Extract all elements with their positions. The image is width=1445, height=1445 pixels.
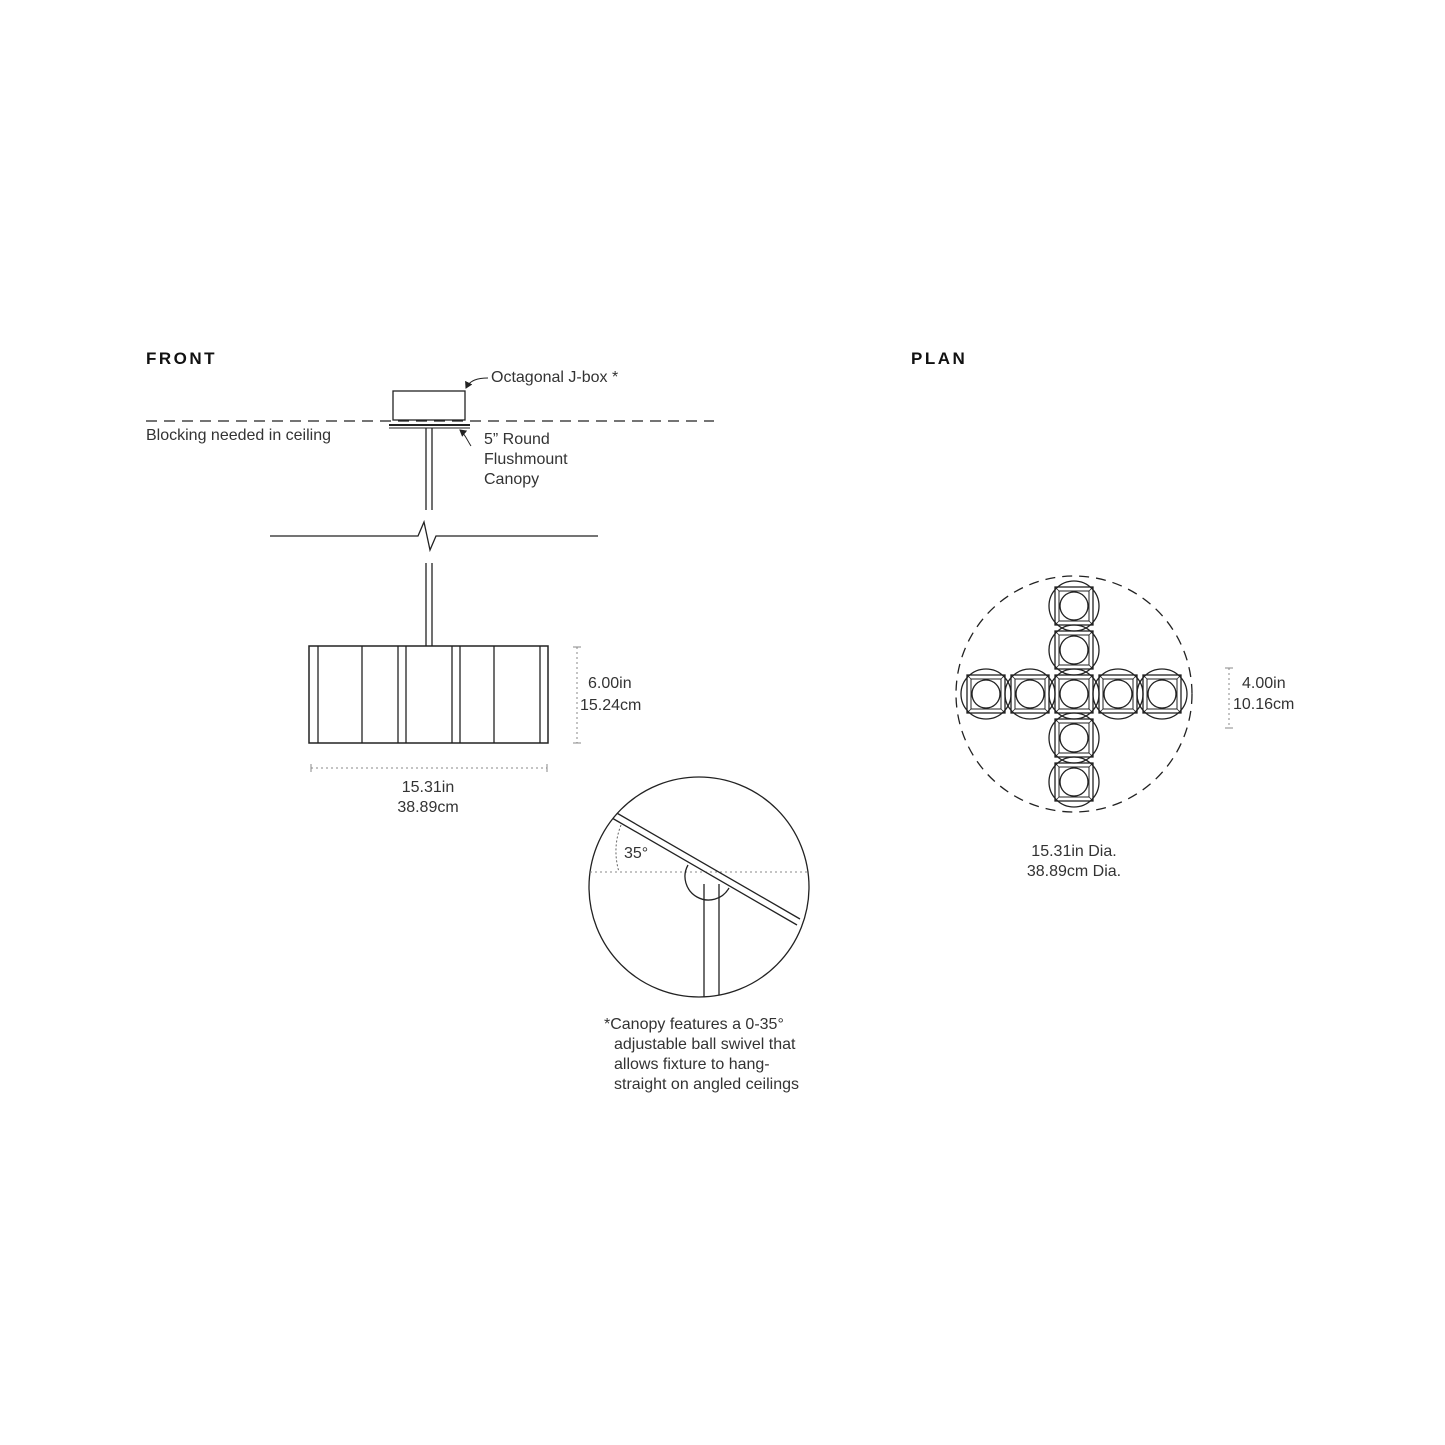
front-heading: FRONT <box>146 349 218 368</box>
plan-dia-cm: 38.89cm Dia. <box>1026 863 1122 880</box>
plan-view <box>956 576 1192 812</box>
jbox <box>393 391 465 420</box>
plan-module <box>1137 669 1187 719</box>
note-line-4: straight on angled ceilings <box>614 1076 800 1093</box>
angle-label: 35° <box>624 845 649 862</box>
plan-module <box>961 669 1011 719</box>
plan-height-cm: 10.16cm <box>1233 696 1295 713</box>
plan-height-in: 4.00in <box>1242 675 1286 692</box>
angle-arc <box>616 825 621 872</box>
plan-dimensions <box>1225 668 1233 728</box>
break-line <box>270 522 598 550</box>
jbox-label: Octagonal J-box * <box>491 369 619 386</box>
canopy-label-line-1: 5” Round <box>484 431 550 448</box>
plan-module <box>1049 757 1099 807</box>
cross-modules <box>961 581 1187 807</box>
plan-module <box>1093 669 1143 719</box>
plan-module <box>1049 625 1099 675</box>
front-height-cm: 15.24cm <box>580 697 642 714</box>
plan-module <box>1049 581 1099 631</box>
detail-circle <box>589 777 809 997</box>
note-line-2: adjustable ball swivel that <box>614 1036 796 1053</box>
plan-heading: PLAN <box>911 349 968 368</box>
canopy-leader <box>460 430 471 446</box>
angled-ceiling <box>615 812 800 919</box>
plan-module <box>1049 669 1099 719</box>
plan-outline <box>956 576 1192 812</box>
fixture-body <box>309 646 548 743</box>
front-width-in: 15.31in <box>401 779 455 796</box>
front-width-cm: 38.89cm <box>397 799 459 816</box>
note-line-3: allows fixture to hang- <box>614 1056 770 1073</box>
plan-module <box>1005 669 1055 719</box>
canopy-label-line-3: Canopy <box>484 471 540 488</box>
note-line-1: *Canopy features a 0-35° <box>604 1016 784 1033</box>
swivel-detail <box>585 777 815 1000</box>
front-height-in: 6.00in <box>588 675 632 692</box>
jbox-leader <box>466 378 488 388</box>
plan-dia-in: 15.31in Dia. <box>1031 843 1117 860</box>
plan-module <box>1049 713 1099 763</box>
ceiling-label: Blocking needed in ceiling <box>146 427 332 444</box>
fixture-fins <box>318 646 540 743</box>
canopy-label-line-2: Flushmount <box>484 451 568 468</box>
